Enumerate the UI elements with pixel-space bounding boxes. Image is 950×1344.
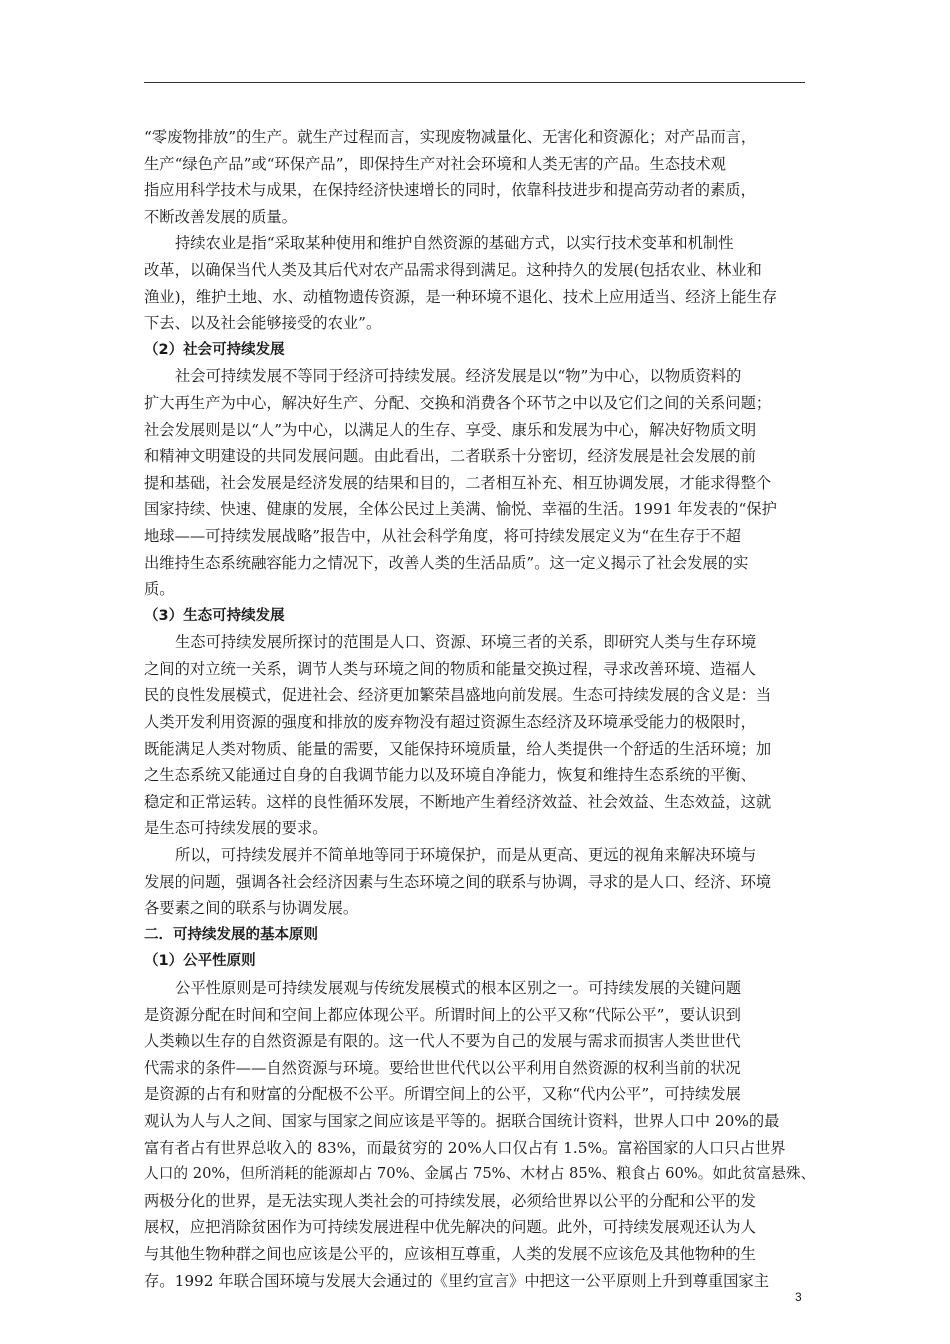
- section-heading: （1）公平性原则: [144, 953, 256, 970]
- text-line: 不断改善发展的质量。: [144, 207, 297, 226]
- section-heading: 二．可持续发展的基本原则: [144, 926, 318, 943]
- text-line: 存。1992 年联合国环境与发展大会通过的《里约宣言》中把这一公平原则上升到尊重国家主: [144, 1271, 770, 1290]
- text-line: 展权，应把消除贫困作为可持续发展进程中优先解决的问题。此外，可持续发展观还认为人: [144, 1218, 756, 1237]
- text-line: 各要素之间的联系与协调发展。: [144, 899, 359, 918]
- text-line: 发展的问题，强调各社会经济因素与生态环境之间的联系与协调，寻求的是人口、经济、环境: [144, 872, 772, 891]
- text-line: 扩大再生产为中心，解决好生产、分配、交换和消费各个环节之中以及它们之间的关系问题；: [144, 393, 772, 412]
- text-line: 指应用科学技术与成果，在保持经济快速增长的同时，依靠科技进步和提高劳动者的素质，: [144, 181, 756, 200]
- text-line: “零废物排放”的生产。就生产过程而言，实现废物减量化、无害化和资源化；对产品而言，: [144, 128, 757, 146]
- text-line: 渔业)，维护土地、水、动植物遗传资源，是一种环境不退化、技术上应用适当、经济上能生存: [144, 287, 778, 306]
- text-line: 改革，以确保当代人类及其后代对农产品需求得到满足。这种持久的发展(包括农业、林业和: [144, 260, 762, 279]
- text-line: 生产“绿色产品”或“环保产品”，即保持生产对社会环境和人类无害的产品。生态技术观: [144, 154, 726, 173]
- text-line: 两极分化的世界，是无法实现人类社会的可持续发展，必须给世界以公平的分配和公平的发: [144, 1191, 756, 1210]
- text-line: 人类赖以生存的自然资源是有限的。这一代人不要为自己的发展与需求而损害人类世世代: [144, 1032, 741, 1051]
- text-line: 所以，可持续发展并不简单地等同于环境保护，而是从更高、更远的视角来解决环境与: [175, 846, 757, 865]
- text-line: 既能满足人类对物质、能量的需要，又能保持环境质量，给人类提供一个舒适的生活环境；加: [144, 739, 772, 758]
- text-line: 与其他生物种群之间也应该是公平的，应该相互尊重，人类的发展不应该危及其他物种的生: [144, 1244, 756, 1263]
- text-line: 观认为人与人之间、国家与国家之间应该是平等的。据联合国统计资料，世界人口中 20%的最: [144, 1111, 780, 1130]
- text-line: 富有者占有世界总收入的 83%，而最贫穷的 20%人口仅占有 1.5%。富裕国家的人口只占世界: [144, 1138, 786, 1157]
- text-line: 国家持续、快速、健康的发展，全体公民过上美满、愉悦、幸福的生活。1991 年发表的“保护: [144, 500, 777, 519]
- text-line: 提和基础，社会发展是经济发展的结果和目的，二者相互补充、相互协调发展，才能求得整个: [144, 473, 772, 492]
- page-number: 3: [795, 1290, 802, 1304]
- text-line: 是资源的占有和财富的分配极不公平。所谓空间上的公平，又称“代内公平”，可持续发展: [144, 1085, 741, 1104]
- text-line: 是资源分配在时间和空间上都应体现公平。所谓时间上的公平又称“代际公平”，要认识到: [144, 1005, 741, 1024]
- text-line: 社会发展则是以“人”为中心，以满足人的生存、享受、康乐和发展为中心，解决好物质文明: [144, 420, 757, 439]
- text-line: 是生态可持续发展的要求。: [144, 819, 328, 838]
- text-line: 持续农业是指“采取某种使用和维护自然资源的基础方式，以实行技术变革和机制性: [175, 234, 734, 253]
- text-line: 下去、以及社会能够接受的农业”。: [144, 314, 382, 333]
- section-heading: （2）社会可持续发展: [144, 341, 285, 358]
- text-line: 和精神文明建设的共同发展问题。由此看出，二者联系十分密切，经济发展是社会发展的前: [144, 447, 756, 466]
- text-line: 代需求的条件——自然资源与环境。要给世世代代以公平利用自然资源的权利当前的状况: [144, 1058, 741, 1077]
- text-line: 质。: [144, 580, 175, 599]
- text-line: 人类开发利用资源的强度和排放的废弃物没有超过资源生态经济及环境承受能力的极限时，: [144, 713, 756, 732]
- text-line: 人口的 20%，但所消耗的能源却占 70%、金属占 75%、木材占 85%、粮食占 60%。如此贫富悬殊、: [144, 1165, 816, 1183]
- document-body: [144, 124, 814, 1294]
- text-line: 民的良性发展模式，促进社会、经济更加繁荣昌盛地向前发展。生态可持续发展的含义是：当: [144, 686, 772, 705]
- text-line: 公平性原则是可持续发展观与传统发展模式的根本区别之一。可持续发展的关键问题: [175, 979, 741, 997]
- text-line: 之生态系统又能通过自身的自我调节能力以及环境自净能力，恢复和维持生态系统的平衡、: [144, 766, 756, 785]
- section-heading: （3）生态可持续发展: [144, 607, 285, 624]
- text-line: 社会可持续发展不等同于经济可持续发展。经济发展是以“物”为中心，以物质资料的: [175, 367, 742, 386]
- text-line: 地球——可持续发展战略”报告中，从社会科学角度，将可持续发展定义为“在生存于不超: [144, 526, 741, 545]
- text-line: 出维持生态系统融容能力之情况下，改善人类的生活品质”。这一定义揭示了社会发展的实: [144, 553, 749, 572]
- text-line: 稳定和正常运转。这样的良性循环发展，不断地产生着经济效益、社会效益、生态效益，这就: [144, 792, 772, 811]
- header-rule: [144, 82, 805, 83]
- text-line: 生态可持续发展所探讨的范围是人口、资源、环境三者的关系，即研究人类与生存环境: [175, 633, 757, 652]
- text-line: 之间的对立统一关系，调节人类与环境之间的物质和能量交换过程，寻求改善环境、造福人: [144, 659, 756, 678]
